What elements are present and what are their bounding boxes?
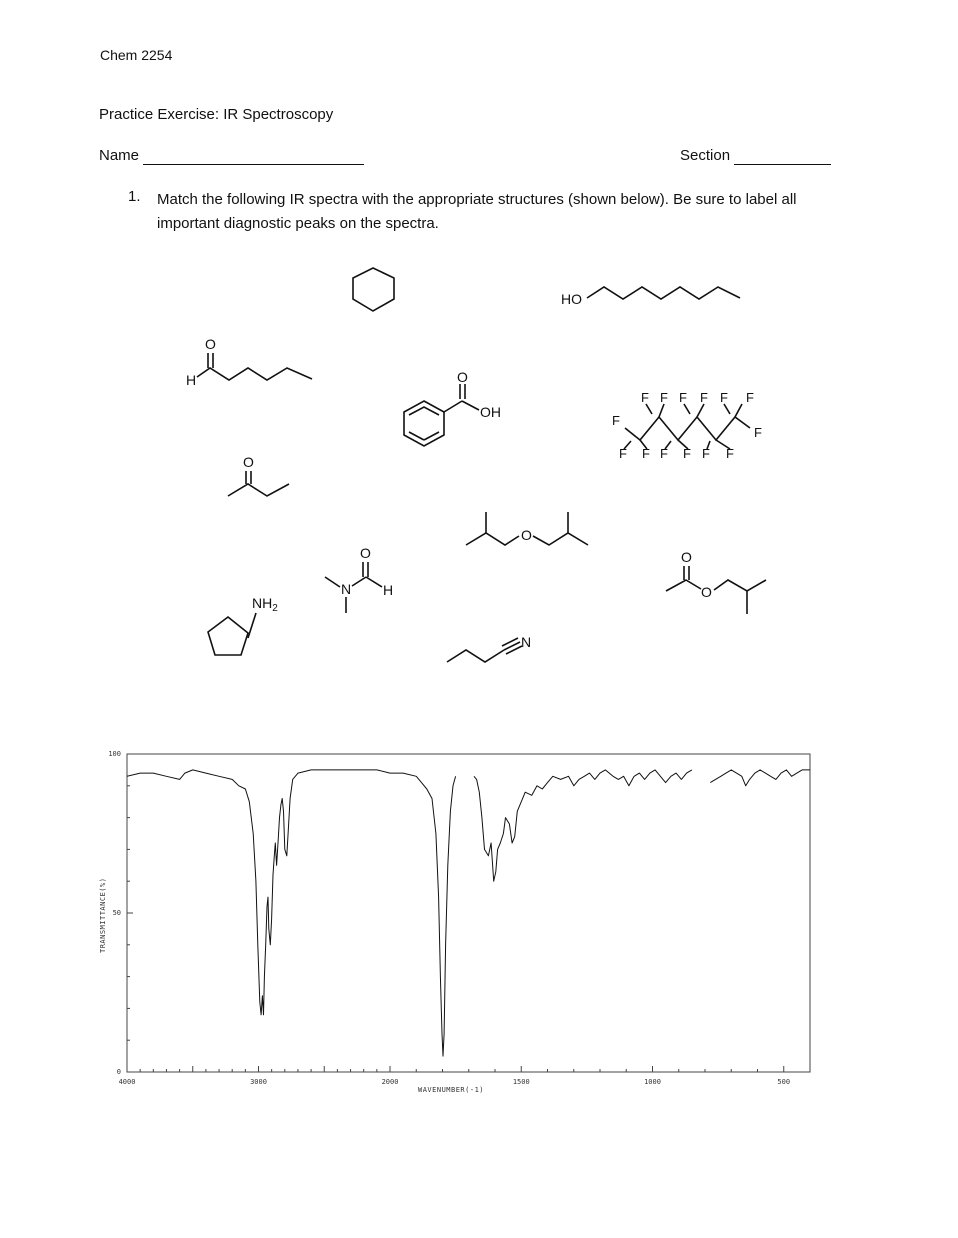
- x-tick-label: 1000: [644, 1078, 661, 1086]
- label-f: F: [619, 446, 627, 461]
- label-f: F: [679, 390, 687, 405]
- label-o: O: [243, 454, 254, 470]
- y-axis-title: TRANSMITTANCE(%): [99, 877, 107, 953]
- y-tick-label: 100: [108, 750, 121, 758]
- x-tick-label: 2000: [381, 1078, 399, 1086]
- label-o: O: [205, 336, 216, 352]
- spectrum-trace-segment-1: [127, 770, 456, 1056]
- y-tick-label: 0: [116, 1068, 121, 1076]
- label-o: O: [360, 545, 371, 561]
- x-tick-label: 500: [777, 1078, 791, 1086]
- label-f: F: [642, 446, 650, 461]
- label-f: F: [754, 425, 762, 440]
- label-oh: OH: [480, 404, 501, 420]
- course-code: Chem 2254: [100, 47, 173, 63]
- question-text: Match the following IR spectra with the appropriate structures (shown below). Be sure to label all important diagnostic peaks on the spectra.: [157, 191, 797, 232]
- label-f: F: [641, 390, 649, 405]
- label-o: O: [521, 527, 532, 543]
- label-nh2: $NH_2$: [252, 595, 278, 614]
- label-o: O: [701, 584, 712, 600]
- label-f: F: [726, 446, 734, 461]
- label-f: F: [660, 390, 668, 405]
- section-label: Section: [680, 147, 731, 164]
- label-f: F: [700, 390, 708, 405]
- label-f: F: [612, 413, 620, 428]
- label-o: O: [681, 549, 692, 565]
- chart-series: [127, 770, 810, 1056]
- label-f: F: [683, 446, 691, 461]
- label-f: F: [746, 390, 754, 405]
- label-f: F: [660, 446, 668, 461]
- x-tick-label: 3000: [250, 1078, 267, 1086]
- label-n: N: [521, 634, 532, 650]
- exercise-title: Practice Exercise: IR Spectroscopy: [99, 106, 334, 123]
- label-n: N: [341, 581, 352, 597]
- name-label: Name: [99, 147, 140, 164]
- label-h: H: [186, 372, 197, 388]
- label-ho: HO: [561, 291, 582, 307]
- x-tick-label: 1500: [512, 1078, 530, 1086]
- chart-frame: [127, 754, 810, 1072]
- y-tick-label: 50: [112, 909, 121, 917]
- x-tick-label: 4000: [118, 1078, 136, 1086]
- label-f: F: [702, 446, 710, 461]
- label-f: F: [720, 390, 728, 405]
- spectrum-trace-segment-2: [474, 770, 692, 881]
- chart-ticks: [108, 750, 810, 1086]
- spectrum-trace-segment-3: [710, 770, 810, 786]
- question-number: 1.: [128, 188, 141, 205]
- x-axis-title: WAVENUMBER(-1): [418, 1086, 485, 1094]
- label-o: O: [457, 369, 468, 385]
- plot-border: [127, 754, 810, 1072]
- label-h: H: [383, 582, 394, 598]
